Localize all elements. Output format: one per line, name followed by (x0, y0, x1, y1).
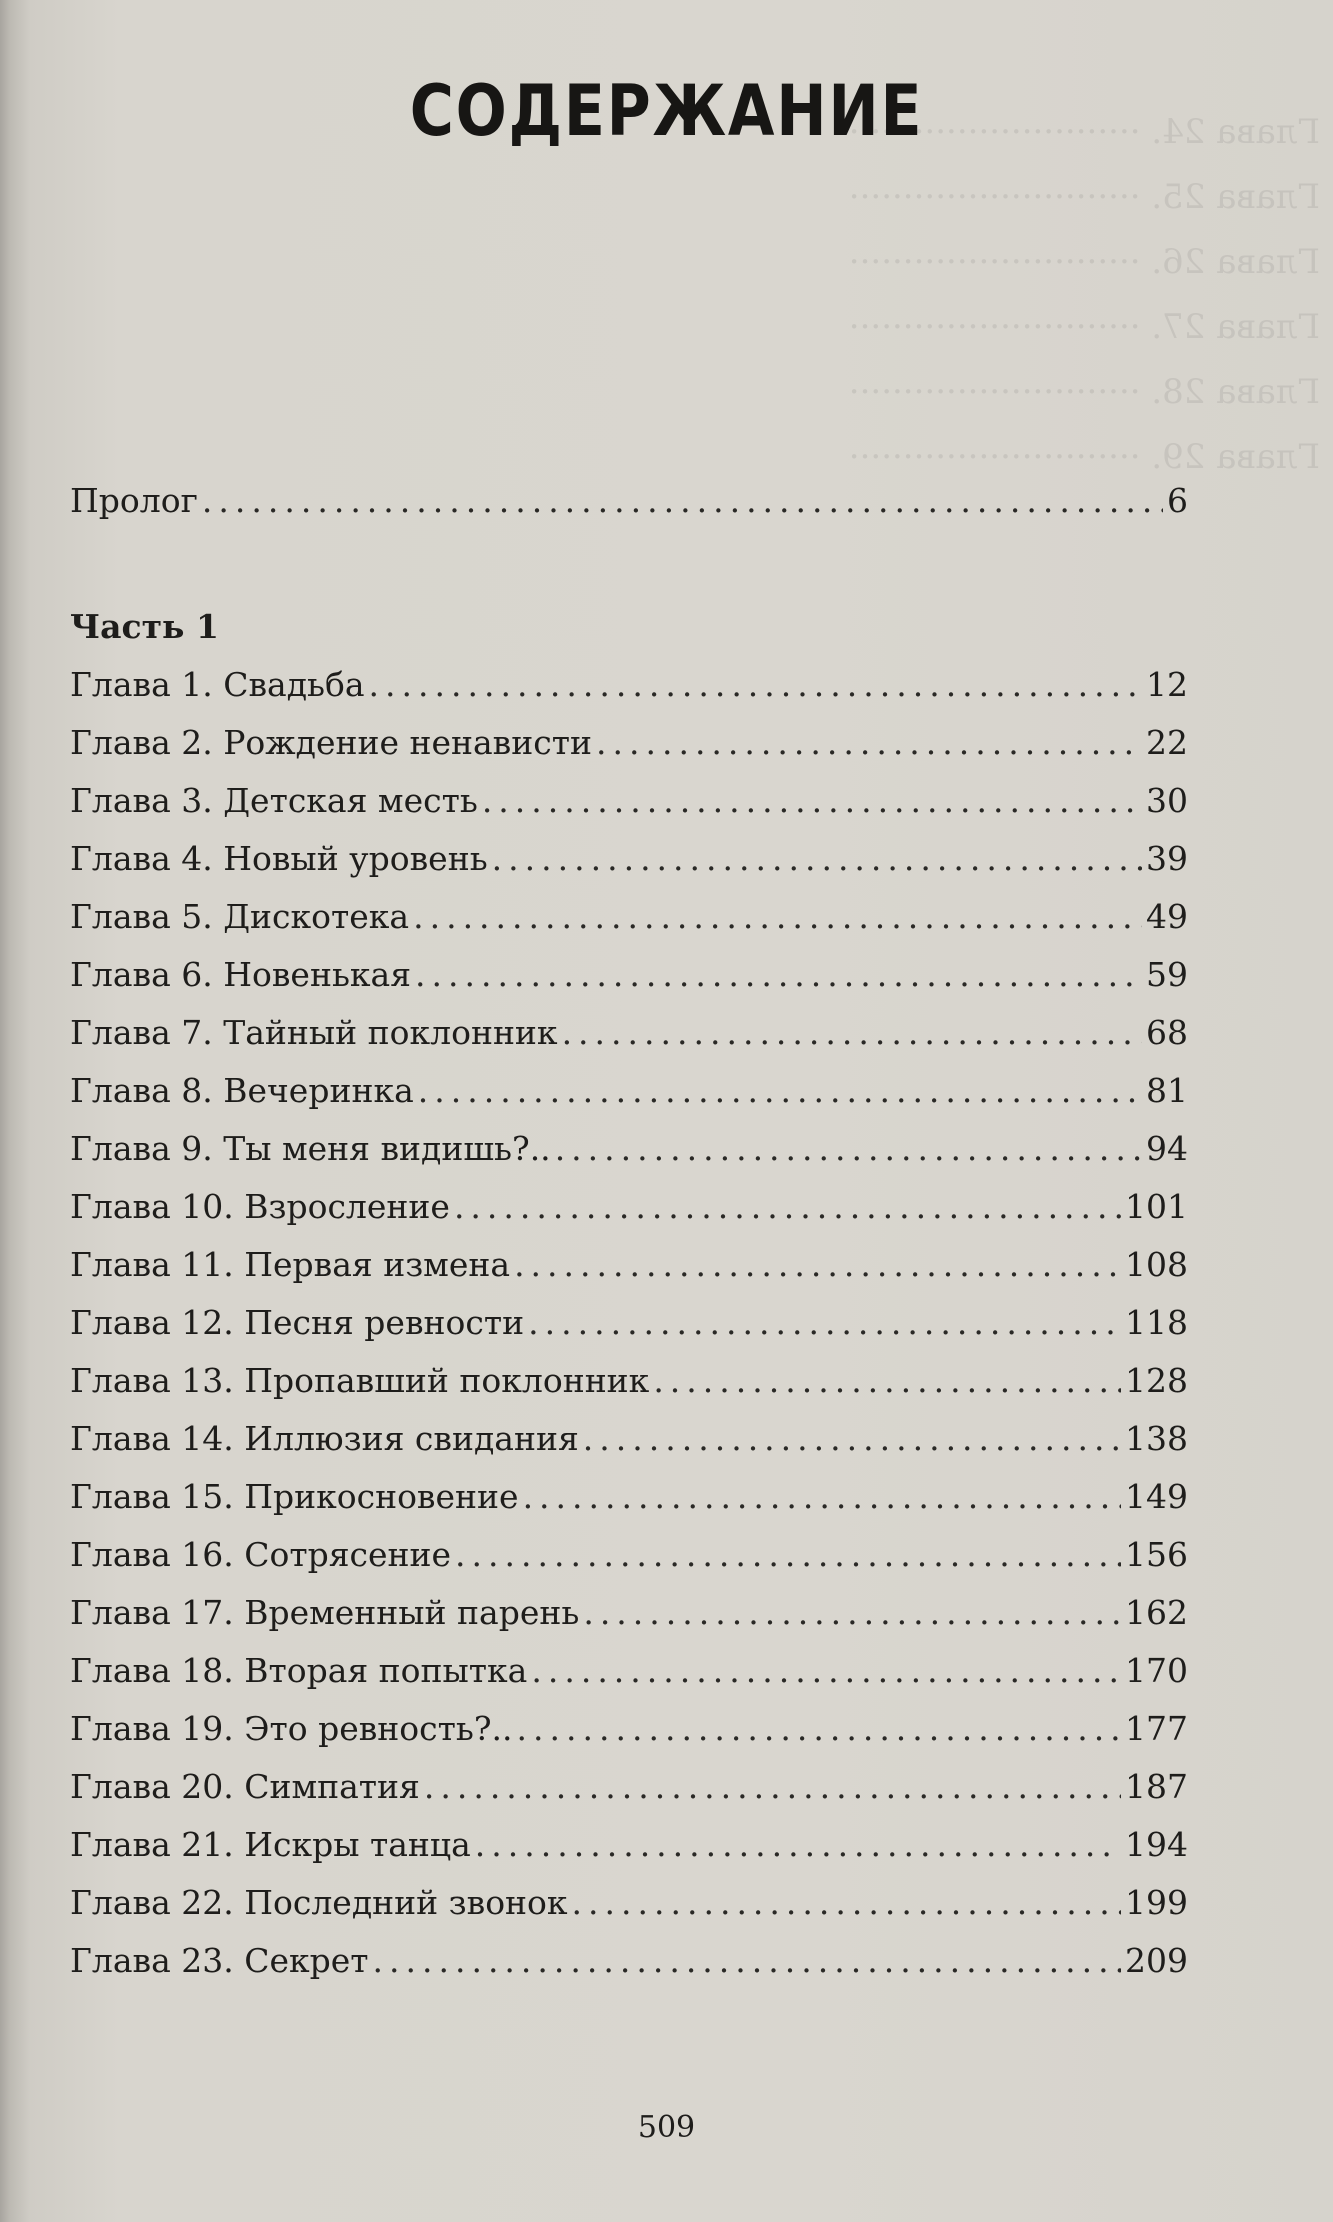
toc-entry-prologue (70, 472, 1188, 530)
toc-entry-page: 199 (1125, 1883, 1188, 1922)
dot-leader (455, 1526, 1121, 1584)
toc-entry-chapter-13 (70, 1352, 1188, 1410)
dot-leader (531, 1642, 1121, 1700)
toc-entry-chapter-1 (70, 656, 1188, 714)
toc-entry-page: 30 (1146, 781, 1188, 820)
toc-entry-page: 12 (1146, 665, 1188, 704)
toc-entry-chapter-17 (70, 1584, 1188, 1642)
dot-leader (583, 1584, 1121, 1642)
page-title: СОДЕРЖАНИЕ (409, 70, 924, 152)
toc-entry-chapter-3 (70, 772, 1188, 830)
dot-leader (475, 1816, 1121, 1874)
dot-leader (369, 656, 1142, 714)
dot-leader (572, 1874, 1121, 1932)
dot-leader (373, 1932, 1121, 1990)
toc-entry-chapter-21 (70, 1816, 1188, 1874)
toc-entry-label: Глава 7. Тайный поклонник (70, 1013, 558, 1052)
toc-entry-page: 170 (1125, 1651, 1188, 1690)
toc-entry-page: 177 (1125, 1709, 1188, 1748)
dot-leader (583, 1410, 1121, 1468)
toc-entry-chapter-5 (70, 888, 1188, 946)
toc-entry-label: Пролог (70, 481, 198, 520)
toc-entry-label: Глава 4. Новый уровень (70, 839, 488, 878)
dot-leader (482, 772, 1142, 830)
toc-entry-page: 162 (1125, 1593, 1188, 1632)
toc-entry-page: 138 (1125, 1419, 1188, 1458)
toc-entry-page: 156 (1125, 1535, 1188, 1574)
toc-entry-label: Глава 13. Пропавший поклонник (70, 1361, 650, 1400)
toc-entry-label: Глава 23. Секрет (70, 1941, 369, 1980)
page-number: 509 (637, 2110, 696, 2145)
toc-entry-chapter-14 (70, 1410, 1188, 1468)
toc-entry-label: Глава 11. Первая измена (70, 1245, 511, 1284)
toc-entry-chapter-8 (70, 1062, 1188, 1120)
toc-entry-label: Глава 18. Вторая попытка (70, 1651, 528, 1690)
dot-leader (202, 472, 1163, 530)
dot-leader (596, 714, 1142, 772)
toc-entry-page: 6 (1167, 481, 1188, 520)
toc-entry-page: 118 (1125, 1303, 1188, 1342)
toc-entry-chapter-11 (70, 1236, 1188, 1294)
dot-leader (418, 1062, 1142, 1120)
toc-entry-label: Глава 17. Временный парень (70, 1593, 580, 1632)
toc-entry-label: Глава 14. Иллюзия свидания (70, 1419, 579, 1458)
toc-entry-label: Глава 20. Симпатия (70, 1767, 420, 1806)
toc-entry-chapter-23 (70, 1932, 1188, 1990)
toc-entry-label: Глава 12. Песня ревности (70, 1303, 525, 1342)
toc-entry-label: Глава 3. Детская месть (70, 781, 478, 820)
toc-entry-label: Глава 6. Новенькая (70, 955, 412, 994)
toc-entry-chapter-18 (70, 1642, 1188, 1700)
part-heading: Часть 1 (70, 607, 219, 646)
toc-entry-chapter-19 (70, 1700, 1188, 1758)
toc-entry-chapter-6 (70, 946, 1188, 1004)
toc-entry-page: 68 (1146, 1013, 1188, 1052)
toc-entry-page: 59 (1146, 955, 1188, 994)
toc-entry-chapter-20 (70, 1758, 1188, 1816)
toc-entry-chapter-22 (70, 1874, 1188, 1932)
toc-entry-page: 81 (1146, 1071, 1188, 1110)
reverse-page-bleed-through: Глава 24. ··························· Глава 25. ··························· Глава 26. ··························· Глава 27. ··························· Глава 28. ··························· Глава 29. ··························· (848, 112, 1320, 477)
dot-leader (555, 1120, 1142, 1178)
dot-leader (454, 1178, 1121, 1236)
dot-leader (528, 1294, 1121, 1352)
toc-entry-label: Глава 16. Сотрясение (70, 1535, 452, 1574)
dot-leader (517, 1700, 1121, 1758)
toc-entry-chapter-10 (70, 1178, 1188, 1236)
dot-leader (424, 1758, 1121, 1816)
toc-entry-label: Глава 22. Последний звонок (70, 1883, 568, 1922)
dot-leader (413, 888, 1142, 946)
dot-leader (562, 1004, 1142, 1062)
toc-entry-chapter-15 (70, 1468, 1188, 1526)
toc-entry-chapter-7 (70, 1004, 1188, 1062)
toc-entry-page: 187 (1125, 1767, 1188, 1806)
toc-entry-page: 22 (1146, 723, 1188, 762)
toc-entry-page: 108 (1125, 1245, 1188, 1284)
toc-entry-label: Глава 8. Вечеринка (70, 1071, 414, 1110)
toc-entry-page: 39 (1146, 839, 1188, 878)
dot-leader (653, 1352, 1121, 1410)
toc-entry-label: Глава 9. Ты меня видишь?.. (70, 1129, 551, 1168)
toc-entry-page: 149 (1125, 1477, 1188, 1516)
dot-leader (523, 1468, 1121, 1526)
toc-entry-chapter-2 (70, 714, 1188, 772)
toc-entry-page: 209 (1125, 1941, 1188, 1980)
dot-leader (514, 1236, 1121, 1294)
dot-leader (492, 830, 1142, 888)
toc-entry-chapter-12 (70, 1294, 1188, 1352)
toc-entry-label: Глава 2. Рождение ненависти (70, 723, 592, 762)
toc-entry-label: Глава 15. Прикосновение (70, 1477, 519, 1516)
toc-entry-label: Глава 21. Искры танца (70, 1825, 471, 1864)
toc-entry-chapter-9 (70, 1120, 1188, 1178)
toc-entry-page: 194 (1125, 1825, 1188, 1864)
toc-entry-label: Глава 5. Дискотека (70, 897, 410, 936)
toc-entry-label: Глава 10. Взросление (70, 1187, 450, 1226)
toc-entry-page: 128 (1125, 1361, 1188, 1400)
toc-entry-label: Глава 1. Свадьба (70, 665, 365, 704)
toc-entry-chapter-4 (70, 830, 1188, 888)
toc-entry-chapter-16 (70, 1526, 1188, 1584)
toc-entry-label: Глава 19. Это ревность?.. (70, 1709, 513, 1748)
dot-leader (415, 946, 1142, 1004)
toc-entry-page: 101 (1125, 1187, 1188, 1226)
toc-entry-page: 49 (1146, 897, 1188, 936)
toc-entry-page: 94 (1146, 1129, 1188, 1168)
